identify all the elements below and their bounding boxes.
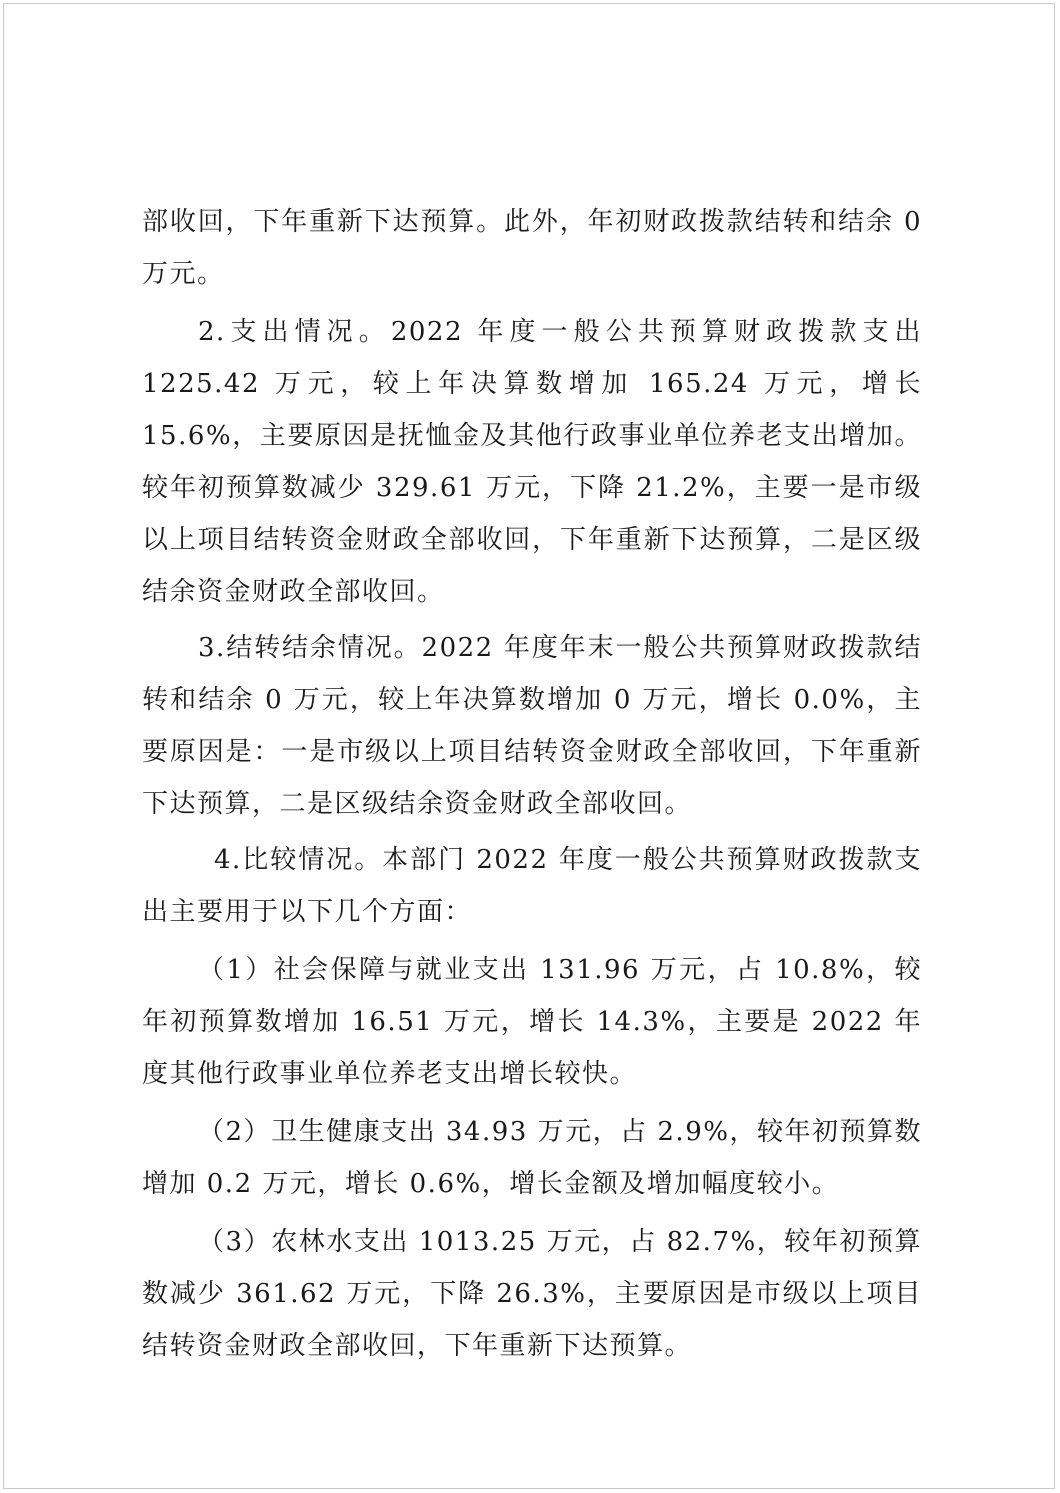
paragraph-expenditure: 2.支出情况。2022 年度一般公共预算财政拨款支出 1225.42 万元，较上年决算数增加 165.24 万元，增长 15.6%，主要原因是抚恤金及其他行政事业单位养老支出增加。较年初预算数减少 329.61 万元，下降 21.2%，主要一是市级以上项目结转资金财政全部收回，下年重新下达预算，二是区级结余资金财政全部收回。 — [142, 317, 922, 607]
paragraph-comparison: 4.比较情况。本部门 2022 年度一般公共预算财政拨款支出主要用于以下几个方面： — [142, 845, 922, 927]
paragraph-item-agriculture: （3）农林水支出 1013.25 万元，占 82.7%，较年初预算数减少 361.62 万元，下降 26.3%，主要原因是市级以上项目结转资金财政全部收回，下年重新下达预算。 — [142, 1227, 922, 1361]
paragraph-carryover: 部收回，下年重新下达预算。此外，年初财政拨款结转和结余 0 万元。 — [142, 207, 922, 289]
paragraph-item-social-security: （1）社会保障与就业支出 131.96 万元，占 10.8%，较年初预算数增加 16.51 万元，增长 14.3%，主要是 2022 年度其他行政事业单位养老支出增长较快。 — [142, 955, 922, 1089]
document-body — [142, 196, 922, 1372]
paragraph-carryover-balance: 3.结转结余情况。2022 年度年末一般公共预算财政拨款结转和结余 0 万元，较上年决算数增加 0 万元，增长 0.0%，主要原因是：一是市级以上项目结转资金财政全部收回，下年重新下达预算，二是区级结余资金财政全部收回。 — [142, 633, 922, 819]
paragraph-item-health: （2）卫生健康支出 34.93 万元，占 2.9%，较年初预算数增加 0.2 万元，增长 0.6%，增长金额及增加幅度较小。 — [142, 1117, 922, 1199]
